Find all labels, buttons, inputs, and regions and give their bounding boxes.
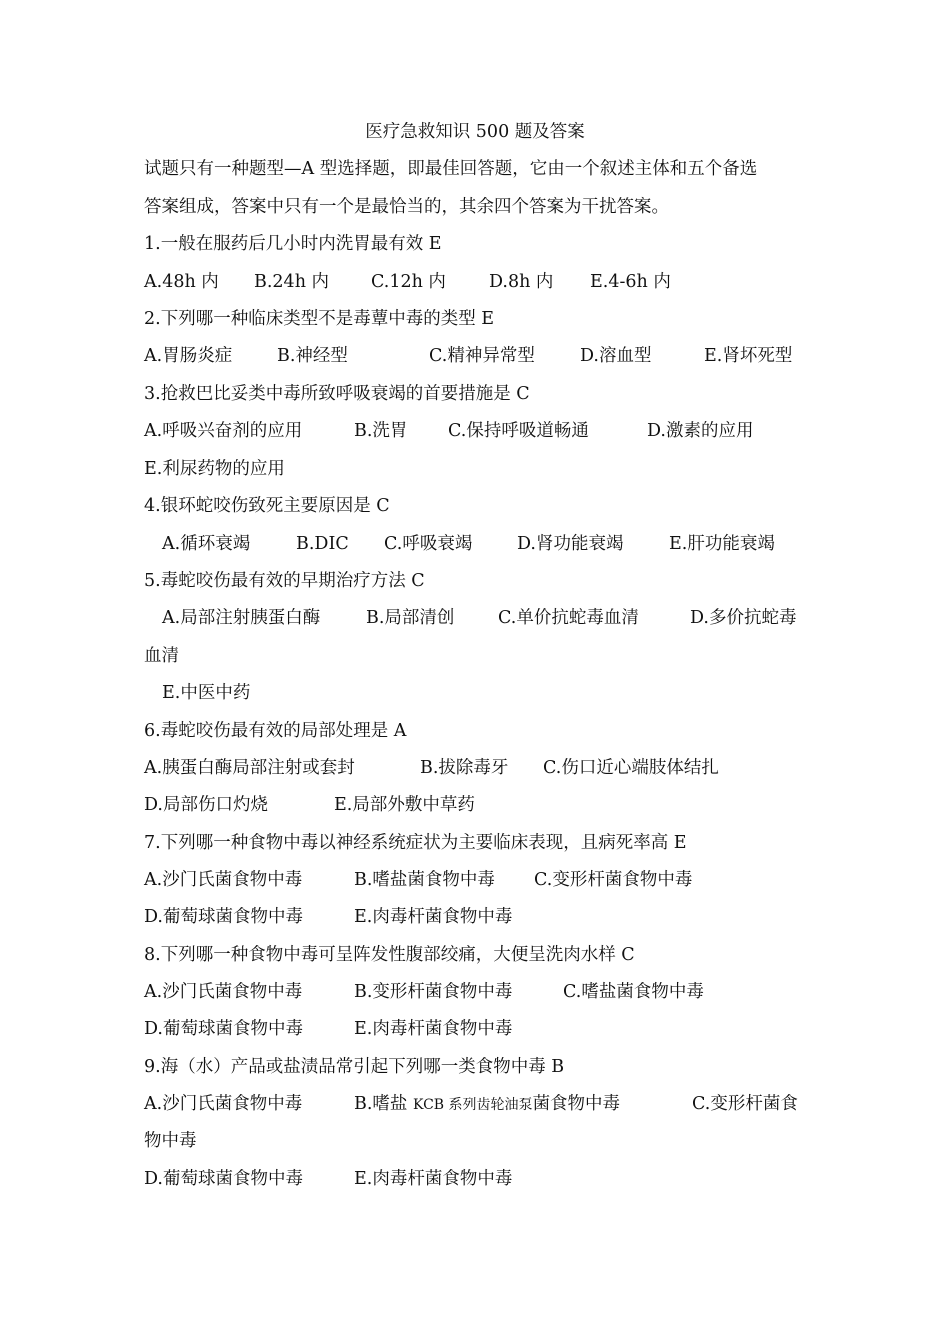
question-6-stem: 6.毒蛇咬伤最有效的局部处理是 A: [144, 721, 407, 741]
option-e: E.肉毒杆菌食物中毒: [354, 1019, 513, 1039]
option-a: A.沙门氏菌食物中毒: [144, 982, 303, 1002]
option-b: B.DIC: [296, 534, 349, 554]
question-3-stem: 3.抢救巴比妥类中毒所致呼吸衰竭的首要措施是 C: [144, 384, 530, 404]
intro-line-1: 试题只有一种题型—A 型选择题，即最佳回答题，它由一个叙述主体和五个备选: [144, 159, 758, 179]
question-1-stem: 1.一般在服药后几小时内洗胃最有效 E: [144, 234, 442, 254]
option-a: A.沙门氏菌食物中毒: [144, 870, 303, 890]
option-b-suffix: 菌食物中毒: [532, 1094, 621, 1114]
option-c: C.变形杆菌食: [692, 1094, 798, 1114]
option-a: A.48h 内: [144, 272, 219, 292]
question-5-option-e: E.中医中药: [162, 683, 251, 703]
question-7-options-row-1: [144, 866, 844, 894]
option-c: C.精神异常型: [429, 346, 535, 366]
option-e: E.4-6h 内: [590, 272, 671, 292]
option-d: D.葡萄球菌食物中毒: [144, 1169, 303, 1189]
question-6-options-row-2: [144, 791, 844, 819]
option-a: A.循环衰竭: [162, 534, 251, 554]
question-9-options-row-1: [144, 1090, 844, 1118]
question-4-stem: 4.银环蛇咬伤致死主要原因是 C: [144, 496, 390, 516]
question-1-options: [144, 268, 844, 296]
question-9-option-c-continued: 物中毒: [144, 1131, 197, 1151]
option-a: A.沙门氏菌食物中毒: [144, 1094, 303, 1114]
option-d: D.溶血型: [580, 346, 652, 366]
option-c: C.呼吸衰竭: [384, 534, 473, 554]
question-8-stem: 8.下列哪一种食物中毒可呈阵发性腹部绞痛，大便呈洗肉水样 C: [144, 945, 635, 965]
question-7-options-row-2: [144, 903, 844, 931]
option-d: D.局部伤口灼烧: [144, 795, 268, 815]
intro-line-2: 答案组成，答案中只有一个是最恰当的，其余四个答案为干扰答案。: [144, 197, 669, 217]
option-b-prefix: B.嗜盐: [354, 1094, 408, 1114]
option-b: B.24h 内: [254, 272, 330, 292]
option-b: B.拔除毒牙: [420, 758, 509, 778]
question-5-options: [162, 604, 842, 632]
option-d: D.多价抗蛇毒: [690, 608, 797, 628]
option-b: B.神经型: [277, 346, 348, 366]
option-e: E.肉毒杆菌食物中毒: [354, 907, 513, 927]
document-title: 医疗急救知识 500 题及答案: [365, 122, 585, 142]
option-c: C.伤口近心端肢体结扎: [543, 758, 719, 778]
option-a: A.胃肠炎症: [144, 346, 233, 366]
question-4-options: [162, 530, 842, 558]
question-2-stem: 2.下列哪一种临床类型不是毒蕈中毒的类型 E: [144, 309, 495, 329]
option-e: E.肝功能衰竭: [669, 534, 775, 554]
option-a: A.局部注射胰蛋白酶: [162, 608, 321, 628]
question-3-option-e: E.利尿药物的应用: [144, 459, 285, 479]
option-b: B.洗胃: [354, 421, 408, 441]
option-d: D.激素的应用: [647, 421, 754, 441]
question-9-stem: 9.海（水）产品或盐渍品常引起下列哪一类食物中毒 B: [144, 1057, 565, 1077]
question-7-stem: 7.下列哪一种食物中毒以神经系统症状为主要临床表现，且病死率高 E: [144, 833, 687, 853]
option-d: D.肾功能衰竭: [517, 534, 624, 554]
question-8-options-row-2: [144, 1015, 844, 1043]
option-e: E.局部外敷中草药: [334, 795, 475, 815]
question-5-stem: 5.毒蛇咬伤最有效的早期治疗方法 C: [144, 571, 425, 591]
option-d: D.8h 内: [489, 272, 554, 292]
option-a: A.胰蛋白酶局部注射或套封: [144, 758, 355, 778]
option-b: B.变形杆菌食物中毒: [354, 982, 513, 1002]
option-d: D.葡萄球菌食物中毒: [144, 907, 303, 927]
question-8-options-row-1: [144, 978, 844, 1006]
option-b: B.嗜盐菌食物中毒: [354, 870, 495, 890]
option-e: E.肾坏死型: [704, 346, 793, 366]
option-a: A.呼吸兴奋剂的应用: [144, 421, 303, 441]
inserted-ad-text: KCB 系列齿轮油泵: [413, 1097, 533, 1113]
option-c: C.12h 内: [371, 272, 446, 292]
option-c: C.嗜盐菌食物中毒: [563, 982, 704, 1002]
option-c: C.保持呼吸道畅通: [448, 421, 589, 441]
option-b: [354, 1090, 620, 1119]
option-c: C.变形杆菌食物中毒: [534, 870, 693, 890]
option-c: C.单价抗蛇毒血清: [498, 608, 639, 628]
question-3-options: [144, 417, 844, 445]
question-6-options-row-1: [144, 754, 844, 782]
option-e: E.肉毒杆菌食物中毒: [354, 1169, 513, 1189]
question-9-options-row-2: [144, 1165, 844, 1193]
option-d: D.葡萄球菌食物中毒: [144, 1019, 303, 1039]
question-5-option-d-continued: 血清: [144, 646, 179, 666]
option-b: B.局部清创: [366, 608, 455, 628]
question-2-options: [144, 342, 844, 370]
